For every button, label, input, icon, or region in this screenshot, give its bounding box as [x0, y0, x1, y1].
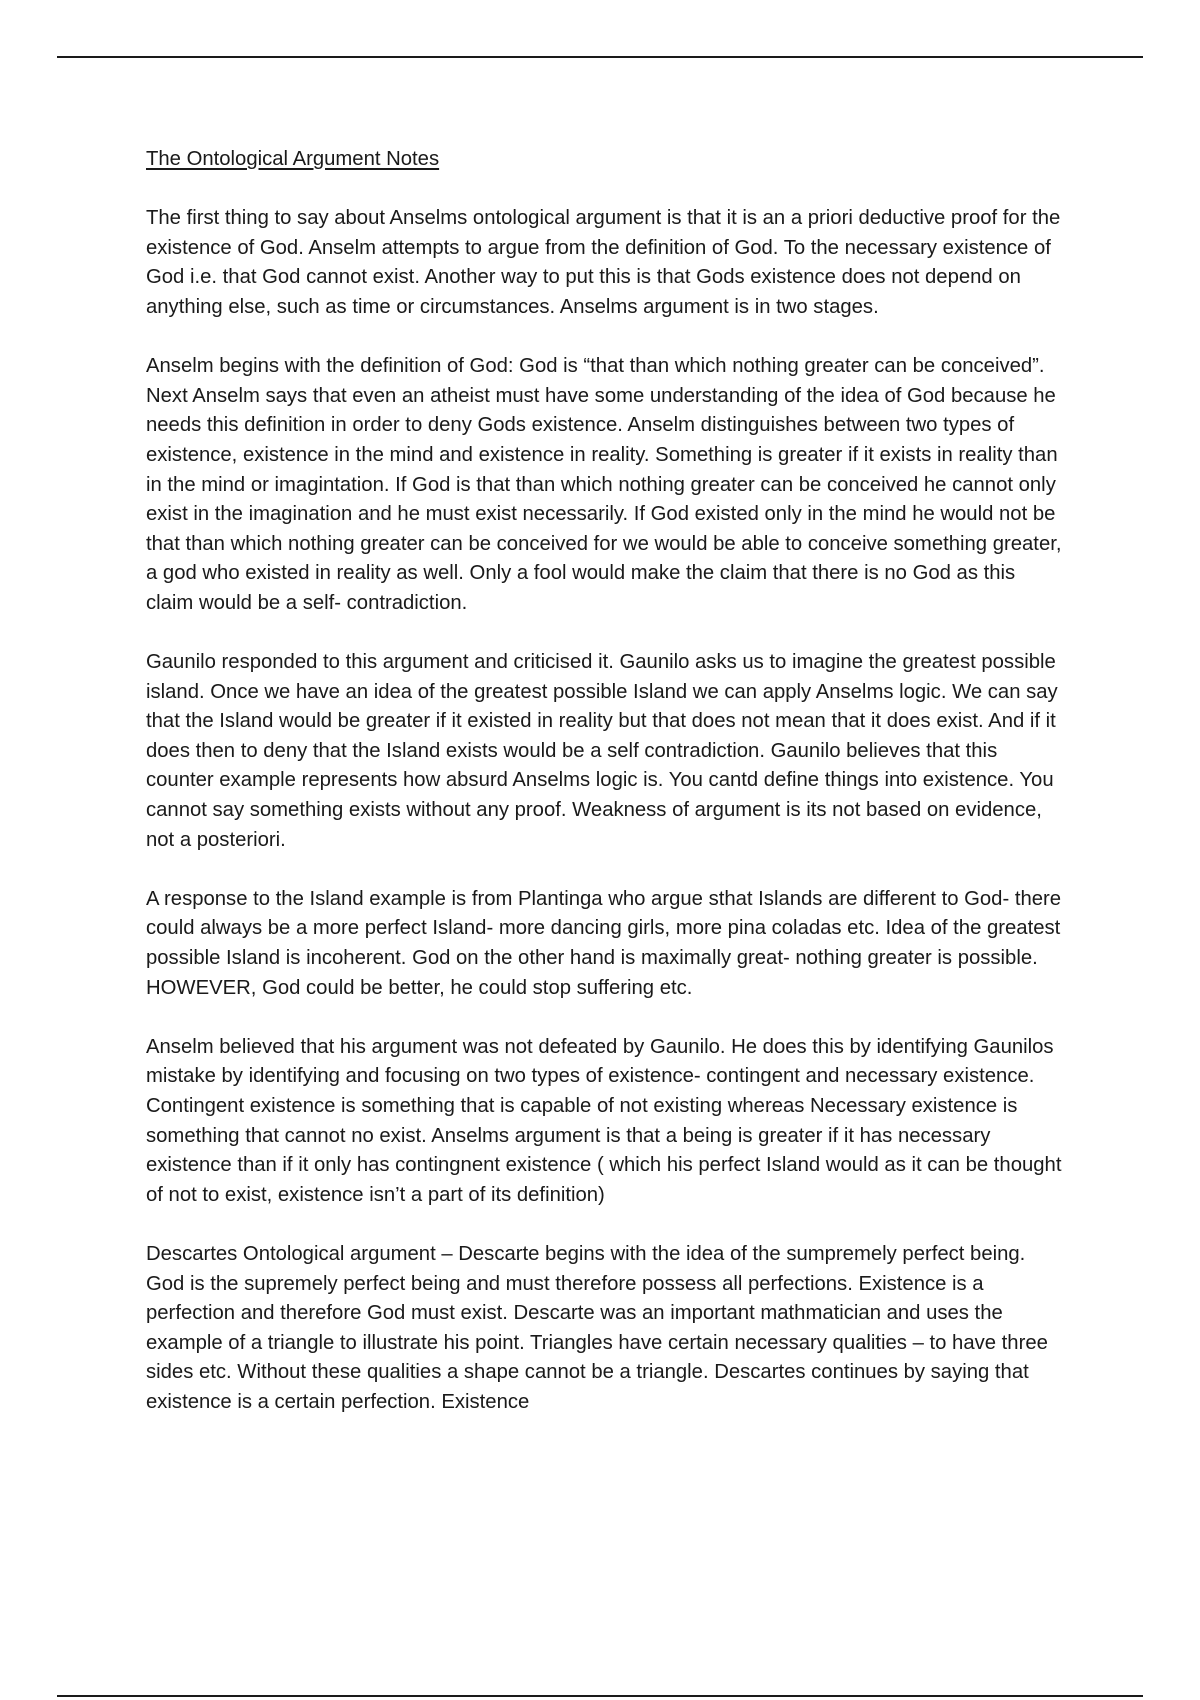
paragraph-plantinga: A response to the Island example is from Plantinga who argue sthat Islands are different to God- there could always be a more perfect Island- more dancing girls, more pina coladas etc. Idea of the greatest possible Island is incoherent. God on the other hand is maximally great- nothing greater is possible. HOWEVER, God could be better, he could stop suffering etc. [146, 887, 1062, 999]
paragraph-gaunilo: Gaunilo responded to this argument and criticised it. Gaunilo asks us to imagine the greatest possible island. Once we have an idea of the greatest possible Island we can apply Anselms logic. We can say that the Island would be greater if it existed in reality but that does not mean that it does exist. And if it does then to deny that the Island exists would be a self contradiction. Gaunilo believes that this counter example represents how absurd Anselms logic is. You cantd define things into existence. You cannot say something exists without any proof. Weakness of argument is its not based on evidence, not a posteriori. [146, 651, 1058, 851]
paragraph-anselm-argument: Anselm begins with the definition of God: God is “that than which nothing greater can be conceived”. Next Anselm says that even an atheist must have some understanding of the idea of God because he needs this definition in order to deny Gods existence. Anselm distinguishes between two types of existence, existence in the mind and existence in reality. Something is greater if it exists in reality than in the mind or imagintation. If God is that than which nothing greater can be conceived he cannot only exist in the imagination and he must exist necessarily. If God existed only in the mind he would not be that than which nothing greater can be conceived for we would be able to conceive something greater, a god who existed in reality as well. Only a fool would make the claim that there is no God as this claim would be a self- contradiction. [146, 355, 1062, 614]
page-bottom-rule [57, 1695, 1143, 1697]
paragraph-descartes: Descartes Ontological argument – Descarte begins with the idea of the sumpremely perfect being. God is the supremely perfect being and must therefore possess all perfections. Existence is a perfection and therefore God must exist. Descarte was an important mathmatician and uses the example of a triangle to illustrate his point. Triangles have certain necessary qualities – to have three sides etc. Without these qualities a shape cannot be a triangle. Descartes continues by saying that existence is a certain perfection. Existence [146, 1242, 1048, 1413]
page-top-rule [57, 56, 1143, 58]
document-body [146, 145, 1066, 1447]
paragraph-intro: The first thing to say about Anselms ontological argument is that it is an a priori deductive proof for the existence of God. Anselm attempts to argue from the definition of God. To the necessary existence of God i.e. that God cannot exist. Another way to put this is that Gods existence does not depend on anything else, such as time or circumstances. Anselms argument is in two stages. [146, 207, 1061, 318]
document-title: The Ontological Argument Notes [146, 148, 440, 170]
paragraph-anselm-response: Anselm believed that his argument was not defeated by Gaunilo. He does this by identifying Gaunilos mistake by identifying and focusing on two types of existence- contingent and necessary existence. Contingent existence is something that is capable of not existing whereas Necessary existence is something that cannot no exist. Anselms argument is that a being is greater if it has necessary existence than if it only has contingnent existence ( which his perfect Island would as it can be thought of not to exist, existence isn’t a part of its definition) [146, 1035, 1062, 1206]
